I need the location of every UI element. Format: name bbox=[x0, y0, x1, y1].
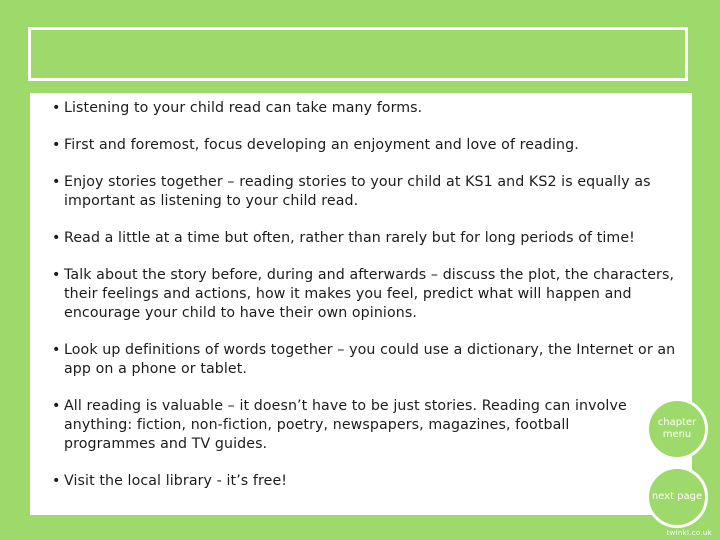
list-item: • Look up definitions of words together – you could use a dictionary, the Internet or an app on a phone or tablet. bbox=[52, 341, 680, 379]
list-item: • Visit the local library - it’s free! bbox=[52, 472, 680, 491]
footer-source: twinkl.co.uk bbox=[666, 529, 712, 537]
chapter-menu-button[interactable] bbox=[646, 398, 708, 460]
list-item: • Listening to your child read can take many forms. bbox=[52, 99, 680, 118]
bullet-list bbox=[52, 99, 680, 491]
list-item: • Talk about the story before, during and afterwards – discuss the plot, the characters, their feelings and actions, how it makes you feel, predict what will happen and encourage your child to have their own opinions. bbox=[52, 266, 680, 323]
list-item: • All reading is valuable – it doesn’t have to be just stories. Reading can involve anything: fiction, non-fiction, poetry, newspapers, magazines, football programmes and TV guides. bbox=[52, 397, 649, 454]
list-item: • First and foremost, focus developing an enjoyment and love of reading. bbox=[52, 136, 680, 155]
list-item: • Read a little at a time but often, rather than rarely but for long periods of time! bbox=[52, 229, 680, 248]
title-box bbox=[28, 27, 688, 81]
next-page-button[interactable] bbox=[646, 466, 708, 528]
content-panel bbox=[30, 93, 692, 515]
chapter-menu-label: chapter menu bbox=[657, 417, 697, 440]
next-page-label: next page bbox=[651, 491, 703, 502]
list-item: • Enjoy stories together – reading stories to your child at KS1 and KS2 is equally as important as listening to your child read. bbox=[52, 173, 680, 211]
